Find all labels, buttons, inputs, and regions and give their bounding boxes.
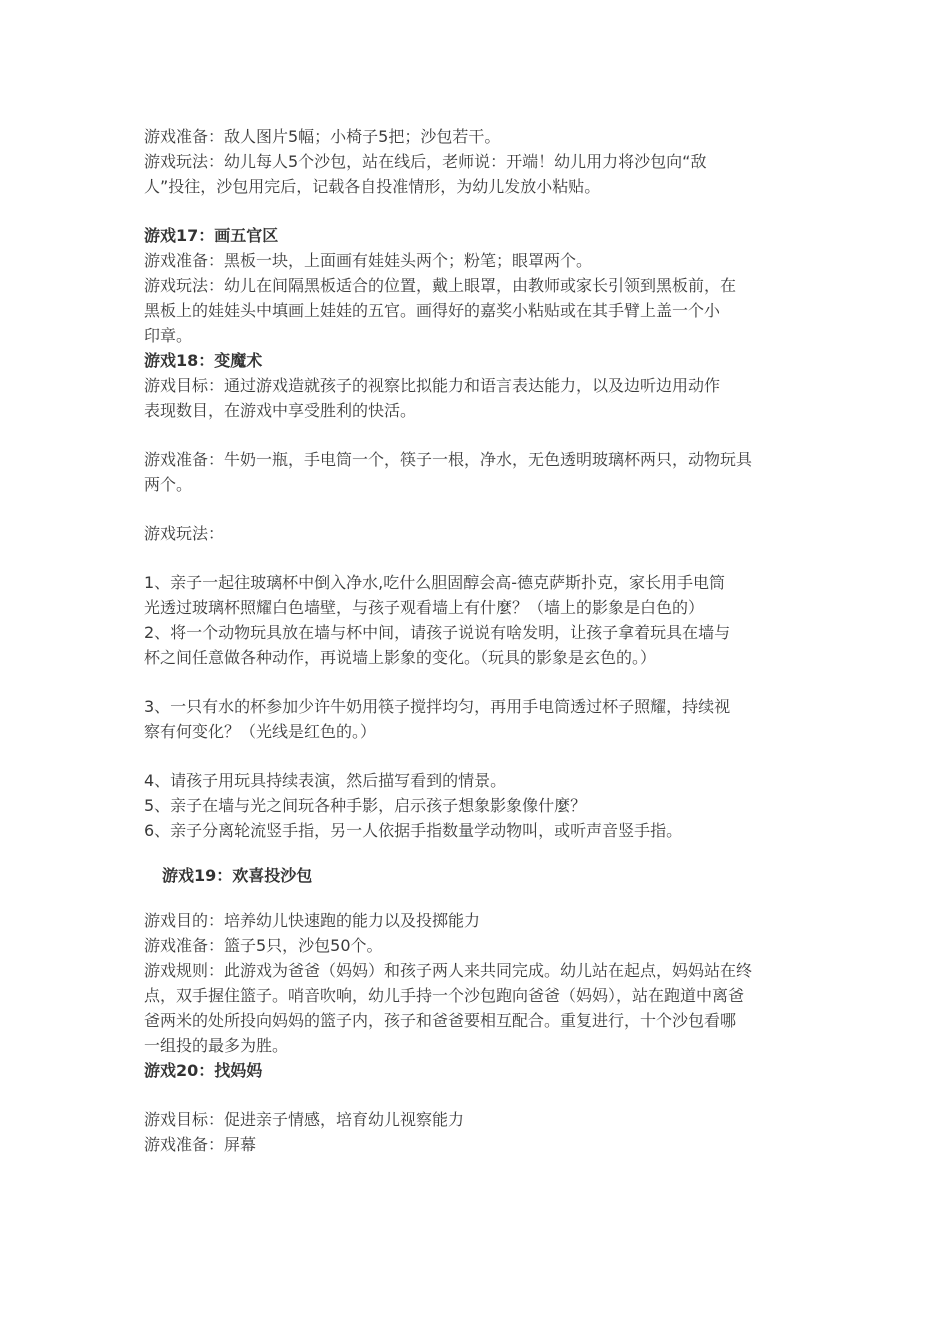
text-line: 1、亲子一起往玻璃杯中倒入净水,吃什么胆固醇会高-德克萨斯扑克，家长用手电筒 xyxy=(144,573,726,592)
paragraph-gap xyxy=(144,843,812,863)
text-line: 3、一只有水的杯参加少许牛奶用筷子搅拌均匀，再用手电筒透过杯子照耀，持续视 xyxy=(144,697,731,716)
text-line: 6、亲子分离轮流竖手指，另一人依据手指数量学动物叫，或听声音竖手指。 xyxy=(144,821,683,840)
paragraph-gap xyxy=(144,744,812,768)
text-line: 人”投往，沙包用完后，记载各自投准情形，为幼儿发放小粘贴。 xyxy=(144,177,601,196)
text-line: 5、亲子在墙与光之间玩各种手影，启示孩子想象影象像什麼？ xyxy=(144,796,587,815)
text-line: 点，双手握住篮子。哨音吹响，幼儿手持一个沙包跑向爸爸（妈妈），站在跑道中离爸 xyxy=(144,986,745,1005)
text-line: 游戏准备：黑板一块，上面画有娃娃头两个；粉笔；眼罩两个。 xyxy=(144,251,593,270)
paragraph-gap xyxy=(144,199,812,223)
section-heading-game-18: 游戏18：变魔术 xyxy=(144,351,263,370)
paragraph-gap xyxy=(144,1083,812,1107)
section-heading-game-17: 游戏17：画五官区 xyxy=(144,226,279,245)
paragraph-gap xyxy=(144,888,812,908)
text-line: 游戏规则：此游戏为爸爸（妈妈）和孩子两人来共同完成。幼儿站在起点，妈妈站在终 xyxy=(144,961,753,980)
section-heading-game-20: 游戏20：找妈妈 xyxy=(144,1061,263,1080)
paragraph-gap xyxy=(144,670,812,694)
text-line: 表现数目，在游戏中享受胜利的快活。 xyxy=(144,401,417,420)
text-line: 游戏准备：敌人图片5幅；小椅子5把；沙包若干。 xyxy=(144,127,501,146)
text-line: 一组投的最多为胜。 xyxy=(144,1036,289,1055)
paragraph-gap xyxy=(144,546,812,570)
text-line: 爸两米的处所投向妈妈的篮子内，孩子和爸爸要相互配合。重复进行，十个沙包看哪 xyxy=(144,1011,737,1030)
text-line: 黑板上的娃娃头中填画上娃娃的五官。画得好的嘉奖小粘贴或在其手臂上盖一个小 xyxy=(144,301,721,320)
text-line: 两个。 xyxy=(144,475,193,494)
paragraph-gap xyxy=(144,497,812,521)
text-line: 2、将一个动物玩具放在墙与杯中间，请孩子说说有啥发明，让孩子拿着玩具在墙与 xyxy=(144,623,731,642)
text-line: 游戏目标：通过游戏造就孩子的视察比拟能力和语言表达能力，以及边听边用动作 xyxy=(144,376,721,395)
text-line: 察有何变化？（光线是红色的。） xyxy=(144,722,377,741)
text-line: 光透过玻璃杯照耀白色墙壁，与孩子观看墙上有什麼？（墙上的影象是白色的） xyxy=(144,598,705,617)
document-body xyxy=(144,124,812,1157)
text-line: 游戏玩法：幼儿在间隔黑板适合的位置，戴上眼罩，由教师或家长引领到黑板前，在 xyxy=(144,276,737,295)
text-line: 游戏目标：促进亲子情感，培育幼儿视察能力 xyxy=(144,1110,465,1129)
section-heading-game-19: 游戏19：欢喜投沙包 xyxy=(162,866,313,885)
text-line: 杯之间任意做各种动作，再说墙上影象的变化。（玩具的影象是玄色的。） xyxy=(144,648,657,667)
text-line: 4、请孩子用玩具持续表演，然后描写看到的情景。 xyxy=(144,771,507,790)
text-line: 印章。 xyxy=(144,326,193,345)
text-line: 游戏玩法：幼儿每人5个沙包，站在线后，老师说：开端！幼儿用力将沙包向“敌 xyxy=(144,152,707,171)
paragraph-gap xyxy=(144,423,812,447)
text-line: 游戏准备：篮子5只，沙包50个。 xyxy=(144,936,383,955)
text-line: 游戏准备：屏幕 xyxy=(144,1135,257,1154)
text-line: 游戏玩法： xyxy=(144,524,225,543)
text-line: 游戏目的：培养幼儿快速跑的能力以及投掷能力 xyxy=(144,911,481,930)
text-line: 游戏准备：牛奶一瓶，手电筒一个，筷子一根，净水，无色透明玻璃杯两只，动物玩具 xyxy=(144,450,753,469)
